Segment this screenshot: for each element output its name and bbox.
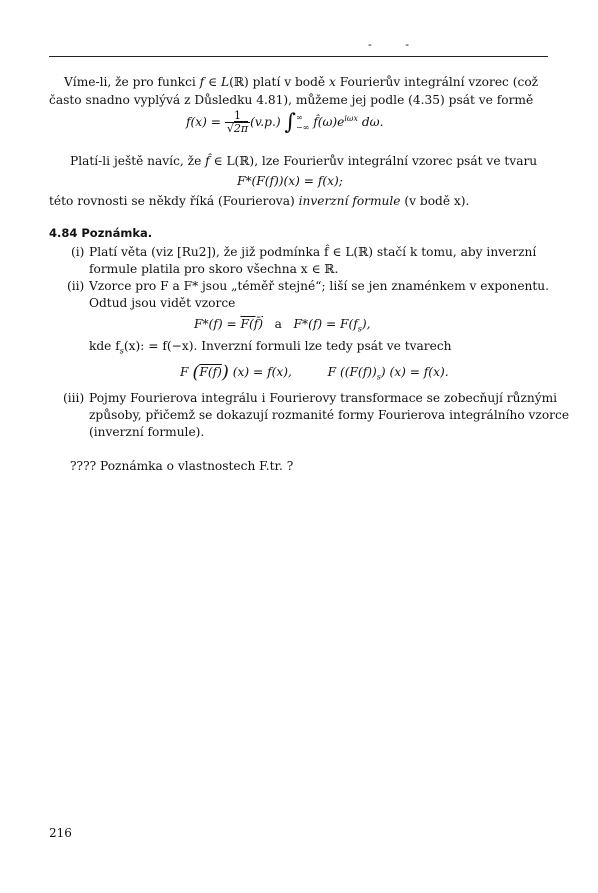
item-iii-label: (iii): [63, 391, 85, 405]
para1-line1: [64, 74, 538, 91]
equation-ii-1: F*(f) = F(f̄) a $F*(f) = F(f_s)$,: [194, 317, 371, 334]
para1-text-c: Fourierův integrální vzorec (což: [335, 75, 539, 89]
item-iii-line1: Pojmy Fourierova integrálu i Fourierovy transformace se zobecňují různými: [89, 391, 558, 405]
header-rule: [49, 56, 548, 57]
item-ii-line1: Vzorce pro F a F* jsou „téměř stejné“; liší se jen znaménkem v exponentu.: [89, 279, 550, 293]
para3: této rovnosti se někdy říká (Fourierova) inverzní formule (v bodě x).: [49, 194, 470, 208]
math-f: f: [199, 75, 205, 89]
eq1-dw: dω.: [357, 115, 384, 129]
eq1-limits: ∞ −∞: [295, 112, 310, 132]
item-i-line2: formule platila pro skoro všechna x ∈ ℝ.: [89, 262, 339, 276]
math-L: L: [220, 75, 230, 89]
eq1-exponent: iωx: [344, 113, 358, 123]
item-i-line1: Platí věta (viz [Ru2]), že již podmínka f̂ ∈ L(ℝ) stačí k tomu, aby inverzní: [89, 245, 537, 259]
note-heading: 4.84 Poznámka.: [49, 226, 153, 240]
running-header: - -: [368, 38, 424, 51]
item-iii-line2: způsoby, přičemž se dokazují rozmanité formy Fourierova integrálního vzorce: [89, 408, 570, 422]
overline-term-2: F(f): [199, 365, 222, 379]
item-ii-line2: Odtud jsou vidět vzorce: [89, 296, 236, 310]
equation-fourier-integral: [186, 110, 383, 135]
eq1-pv: (v.p.): [250, 115, 281, 129]
overline-term: F(f̄): [240, 317, 264, 331]
para1-text-b: platí v bodě: [248, 75, 329, 89]
math-fhat: f̂: [205, 154, 210, 168]
item-ii-line3: kde $f_s(x)$: = f(−x). Inverzní formuli lze tedy psát ve tvarech: [89, 339, 452, 356]
item-i-label: (i): [71, 245, 85, 259]
math-in: ∈: [204, 75, 221, 89]
para1-line2: často snadno vyplývá z Důsledku 4.81), můžeme jej podle (4.35) psát ve formě: [49, 93, 534, 107]
math-R: (ℝ): [229, 75, 249, 89]
integral-sign: ∫: [284, 109, 296, 135]
para2: Platí-li ještě navíc, že f̂ ∈ L(ℝ), lze Fourierův integrální vzorec psát ve tvaru: [70, 154, 538, 168]
para1-text-a: Víme-li, že pro funkci: [64, 75, 200, 89]
eq1-lhs: f(x) =: [186, 115, 225, 129]
todo-note: ???? Poznámka o vlastnostech F.tr. ?: [70, 459, 294, 473]
eq1-integrand: f̂(ω)e: [313, 115, 345, 129]
equation-ii-2: F (F(f)) (x) = f(x), F $((F(f))_s) (x) = f(x)$.: [180, 362, 449, 383]
math-x: x: [329, 75, 336, 89]
inverse-formula-term: inverzní formule: [298, 194, 401, 208]
page-number: 216: [49, 826, 72, 840]
eq1-denominator: √2π: [226, 122, 249, 135]
eq1-numerator: 1: [225, 110, 250, 123]
item-iii-line3: (inverzní formule).: [89, 425, 205, 439]
eq1-fraction: [225, 110, 250, 135]
equation-inverse: F*(F(f))(x) = f(x);: [237, 174, 343, 188]
item-ii-label: (ii): [67, 279, 85, 293]
